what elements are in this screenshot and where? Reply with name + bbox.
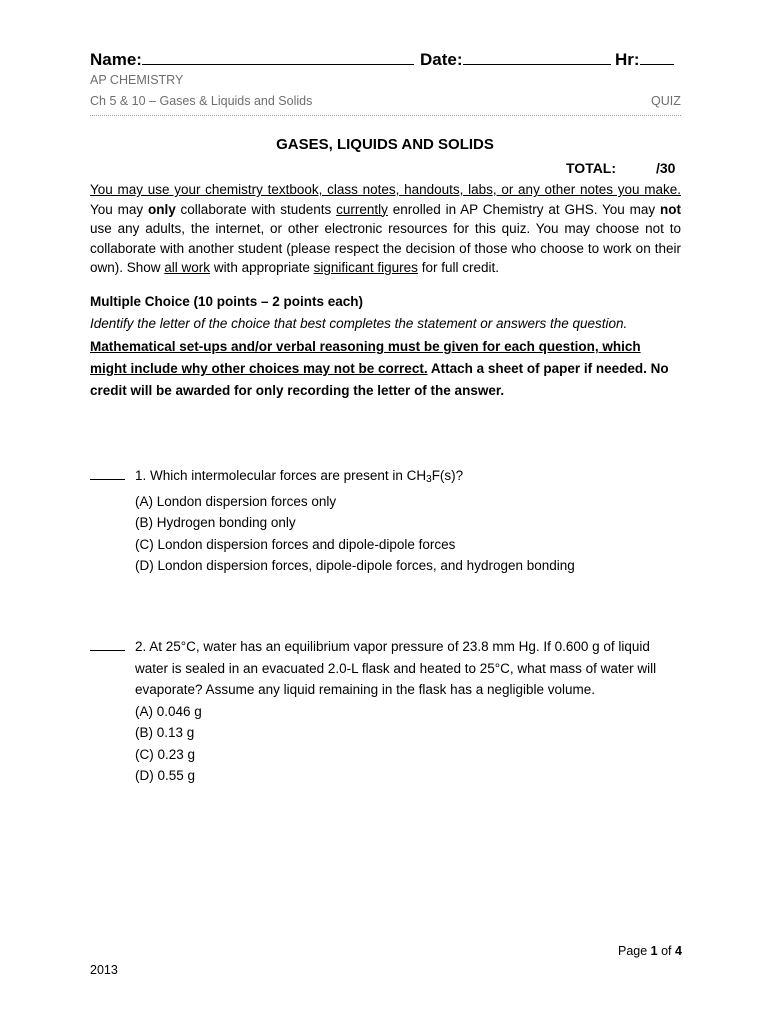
mc-note [90, 336, 681, 402]
choice-c: (C) London dispersion forces and dipole-dipole forces [135, 536, 456, 552]
date-label: Date: [420, 50, 463, 69]
footer-year: 2013 [90, 963, 118, 977]
instructions-text: for full credit. [417, 260, 499, 275]
instructions-text: currently [336, 201, 388, 217]
mc-subheading: Identify the letter of the choice that best completes the statement or answers the question. [90, 316, 628, 331]
mc-heading: Multiple Choice (10 points – 2 points each) [90, 294, 364, 309]
total-value: /30 [656, 160, 676, 176]
instructions-text: significant figures [313, 260, 418, 275]
answer-blank-1[interactable] [90, 465, 125, 480]
hr-blank[interactable] [640, 48, 674, 65]
question-1-stem: 1. Which intermolecular forces are present in CH3F(s)? [135, 468, 464, 485]
choice-a: (A) London dispersion forces only [135, 493, 337, 509]
instructions-text: enrolled in AP Chemistry at GHS. You may [387, 201, 660, 217]
name-label: Name: [90, 50, 142, 69]
choice-a: (A) 0.046 g [135, 703, 202, 719]
hr-label: Hr: [615, 50, 640, 69]
mc-note-rest: Attach a sheet of paper if needed. No credit will be awarded for only recording the letter of the answer. [90, 361, 669, 398]
chapter-label: Ch 5 & 10 – Gases & Liquids and Solids [90, 94, 313, 108]
mc-note-underlined: Mathematical set-ups and/or verbal reasoning must be given for each question, which might include why other choices may not be correct. [90, 339, 641, 376]
question-2 [90, 636, 681, 816]
instructions-paragraph [90, 180, 681, 278]
course-label: AP CHEMISTRY [90, 73, 184, 87]
question-1 [90, 465, 681, 575]
date-field[interactable] [420, 48, 611, 72]
quiz-label: QUIZ [651, 94, 681, 108]
question-2-stem: 2. At 25°C, water has an equilibrium vapor pressure of 23.8 mm Hg. If 0.600 g of liquid water is sealed in an evacuated 2.0-L flask and heated to 25°C, what mass of water will evaporate? Assume any liquid remaining in the flask has a negligible volume. [135, 639, 657, 697]
instructions-text: You may [90, 201, 148, 217]
instructions-emphasis: only [147, 201, 176, 217]
hr-field[interactable] [615, 48, 674, 72]
instructions-text: with appropriate [210, 260, 314, 275]
instructions-text: You may use your chemistry textbook, class notes, handouts, labs, or any other notes you make. [90, 182, 681, 197]
page-title: GASES, LIQUIDS AND SOLIDS [276, 136, 494, 153]
instructions-text: all work [164, 260, 211, 275]
choice-b: (B) 0.13 g [135, 725, 195, 740]
instructions-text: collaborate with students [175, 201, 337, 217]
choice-d: (D) London dispersion forces, dipole-dipole forces, and hydrogen bonding [135, 558, 575, 573]
choice-c: (C) 0.23 g [135, 746, 196, 762]
name-field[interactable] [90, 48, 414, 72]
choice-b: (B) Hydrogen bonding only [135, 515, 296, 530]
answer-blank-2[interactable] [90, 636, 125, 651]
page-number: Page 1 of 4 [618, 944, 682, 958]
total-label: TOTAL: [566, 160, 617, 176]
name-blank[interactable] [142, 48, 414, 65]
choice-d: (D) 0.55 g [135, 768, 196, 783]
date-blank[interactable] [463, 48, 611, 65]
header-divider [90, 115, 681, 116]
instructions-emphasis: not [659, 201, 681, 217]
instructions-text: use any adults, the internet, or other electronic resources for this quiz. You may choose not to collaborate with another student (please respect the decision of those who choose to work on their own). Show [90, 221, 681, 275]
